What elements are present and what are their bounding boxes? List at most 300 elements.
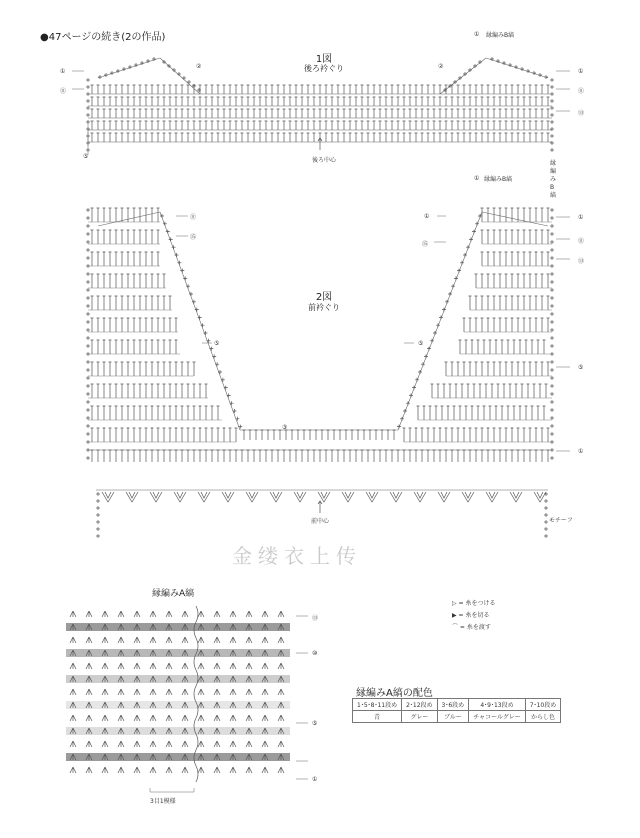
fan-symbol — [198, 767, 204, 773]
stitch-symbol — [169, 384, 172, 398]
stitch-symbol — [499, 97, 502, 106]
stitch-symbol — [169, 428, 172, 442]
chart-line — [98, 212, 160, 226]
stitch-symbol — [373, 121, 376, 130]
stitch-symbol — [193, 384, 196, 398]
motif-fan-symbol — [225, 492, 231, 498]
stitch-symbol — [229, 450, 232, 462]
stitch-symbol — [86, 408, 90, 412]
stitch-symbol — [215, 362, 219, 366]
fan-symbol — [262, 637, 268, 643]
stitch-symbol — [145, 406, 148, 420]
fan-symbol — [230, 767, 236, 773]
motif-fan-symbol — [177, 492, 183, 498]
stitch-symbol — [550, 264, 554, 268]
stitch-symbol — [235, 133, 238, 142]
stitch-symbol — [127, 406, 130, 420]
stitch-symbol — [541, 85, 544, 94]
fan-symbol — [182, 611, 188, 617]
stitch-symbol — [478, 214, 482, 218]
fan-symbol — [102, 715, 108, 721]
stitch-symbol — [409, 97, 412, 106]
stitch-symbol — [289, 109, 292, 118]
stitch-symbol — [86, 288, 90, 292]
stitch-symbol — [417, 406, 420, 420]
stitch-symbol — [121, 450, 124, 462]
stitch-symbol — [451, 450, 454, 462]
stitch-symbol — [550, 280, 554, 284]
stitch-symbol — [535, 450, 538, 462]
stitch-symbol — [319, 85, 322, 94]
stitch-symbol — [361, 133, 364, 142]
stitch-symbol — [544, 499, 548, 503]
stitch-symbol — [481, 230, 484, 244]
stitch-symbol — [163, 406, 166, 420]
stitch-symbol — [97, 208, 100, 222]
fan-symbol — [86, 689, 92, 695]
stitch-symbol — [469, 237, 473, 241]
fig2-marker-top-1: ① — [474, 175, 480, 182]
stitch-symbol — [499, 318, 502, 332]
stitch-symbol — [115, 450, 118, 462]
stitch-symbol — [97, 362, 100, 376]
stitch-symbol — [483, 406, 486, 420]
fan-symbol — [102, 689, 108, 695]
stitch-symbol — [409, 428, 412, 442]
stitch-symbol — [547, 230, 550, 244]
stitch-symbol — [175, 340, 178, 354]
stitch-symbol — [463, 85, 466, 94]
stitch-symbol — [211, 428, 214, 442]
stitch-symbol — [97, 85, 100, 94]
stitch-symbol — [337, 121, 340, 130]
stitch-symbol — [86, 352, 90, 356]
stitch-symbol — [433, 133, 436, 142]
stitch-symbol — [267, 430, 270, 440]
stitch-symbol — [163, 97, 166, 106]
stitch-symbol — [459, 340, 462, 354]
stitch-symbol — [409, 133, 412, 142]
stitch-symbol — [337, 85, 340, 94]
stitch-symbol — [109, 450, 112, 462]
fan-symbol — [214, 663, 220, 669]
motif-fan-symbol — [393, 492, 399, 498]
stitch-symbol — [139, 340, 142, 354]
stitch-symbol — [133, 340, 136, 354]
stitch-symbol — [541, 97, 544, 106]
stitch-symbol — [493, 428, 496, 442]
fan-symbol — [86, 663, 92, 669]
stitch-symbol — [319, 121, 322, 130]
stitch-symbol — [467, 384, 470, 398]
motif-fan-symbol — [465, 492, 471, 498]
side-vertical-label: 縁編みB縞 — [550, 160, 557, 199]
stitch-symbol — [391, 85, 394, 94]
stitch-symbol — [151, 318, 154, 332]
stitch-symbol — [133, 362, 136, 376]
stitch-symbol — [217, 109, 220, 118]
stitch-symbol — [445, 121, 448, 130]
stitch-symbol — [259, 121, 262, 130]
stitch-symbol — [469, 109, 472, 118]
stitch-symbol — [499, 208, 502, 222]
stitch-symbol — [122, 67, 126, 71]
stitch-symbol — [145, 230, 148, 244]
stitch-symbol — [212, 354, 216, 358]
stitch-symbol — [103, 274, 106, 288]
stitch-symbol — [481, 97, 484, 106]
fig2-marker-right-13: ⑬ — [578, 258, 585, 265]
stitch-symbol — [391, 97, 394, 106]
stitch-symbol — [121, 97, 124, 106]
stitch-symbol — [409, 393, 413, 397]
stitch-symbol — [193, 121, 196, 130]
stitch-symbol — [121, 252, 124, 266]
stitch-symbol — [86, 416, 90, 420]
stitch-symbol — [223, 133, 226, 142]
stitch-symbol — [523, 133, 526, 142]
stitch-symbol — [121, 121, 124, 130]
stitch-symbol — [145, 450, 148, 462]
stitch-symbol — [197, 88, 201, 92]
stitch-symbol — [86, 106, 90, 110]
stitch-symbol — [457, 450, 460, 462]
stitch-symbol — [211, 406, 214, 420]
stitch-symbol — [235, 109, 238, 118]
stitch-symbol — [367, 133, 370, 142]
stitch-symbol — [277, 450, 280, 462]
fig2-marker-5b: ⑤ — [418, 340, 424, 347]
stitch-symbol — [406, 401, 410, 405]
stitch-symbol — [223, 450, 226, 462]
stitch-symbol — [351, 430, 354, 440]
figure1-center-label: 後ろ中心 — [311, 157, 336, 164]
stitch-symbol — [116, 69, 120, 73]
stitch-symbol — [507, 406, 510, 420]
stitch-symbol — [511, 121, 514, 130]
color-table-header: 1･5･8･11段め — [353, 699, 402, 711]
stitch-symbol — [224, 386, 228, 390]
stitch-symbol — [103, 428, 106, 442]
stitch-symbol — [97, 97, 100, 106]
stitch-symbol — [361, 121, 364, 130]
stitch-symbol — [265, 97, 268, 106]
stitch-symbol — [550, 432, 554, 436]
fan-symbol — [118, 741, 124, 747]
stitch-symbol — [115, 318, 118, 332]
stitch-symbol — [91, 340, 94, 354]
stitch-symbol — [139, 133, 142, 142]
fan-symbol — [70, 611, 76, 617]
stitch-symbol — [151, 274, 154, 288]
stitch-symbol — [541, 133, 544, 142]
motif-fan-symbol — [198, 492, 210, 502]
edge-a-marker-13: ⑬ — [312, 615, 319, 622]
stitch-symbol — [205, 133, 208, 142]
stitch-symbol — [97, 252, 100, 266]
stitch-symbol — [550, 320, 554, 324]
stitch-symbol — [469, 450, 472, 462]
stitch-symbol — [487, 85, 490, 94]
stitch-symbol — [391, 450, 394, 462]
stitch-symbol — [415, 121, 418, 130]
stitch-symbol — [139, 252, 142, 266]
stitch-symbol — [435, 406, 438, 420]
stitch-symbol — [463, 121, 466, 130]
fig1-marker-right-1: ① — [578, 68, 584, 75]
stitch-symbol — [493, 274, 496, 288]
stitch-symbol — [517, 230, 520, 244]
stitch-symbol — [529, 274, 532, 288]
stitch-symbol — [517, 450, 520, 462]
stitch-symbol — [319, 450, 322, 462]
stitch-symbol — [499, 428, 502, 442]
stitch-symbol — [547, 133, 550, 142]
stitch-symbol — [127, 97, 130, 106]
stitch-symbol — [163, 318, 166, 332]
stitch-symbol — [441, 406, 444, 420]
stitch-symbol — [487, 230, 490, 244]
stitch-symbol — [91, 362, 94, 376]
stitch-symbol — [133, 296, 136, 310]
stitch-symbol — [523, 274, 526, 288]
stitch-symbol — [115, 296, 118, 310]
stitch-symbol — [325, 121, 328, 130]
stitch-symbol — [115, 97, 118, 106]
fig2-marker-5: ⑤ — [214, 340, 220, 347]
fan-symbol — [134, 715, 140, 721]
legend-item: ▶ = 糸を切る — [452, 612, 490, 619]
stitch-symbol — [157, 362, 160, 376]
stitch-symbol — [343, 109, 346, 118]
stitch-symbol — [96, 520, 100, 524]
stitch-symbol — [385, 121, 388, 130]
stitch-symbol — [217, 121, 220, 130]
fig1-marker-top-1: ① — [474, 31, 480, 38]
stitch-symbol — [103, 362, 106, 376]
stitch-symbol — [283, 133, 286, 142]
stitch-symbol — [550, 456, 554, 460]
stitch-symbol — [523, 428, 526, 442]
stitch-symbol — [367, 450, 370, 462]
stitch-symbol — [367, 109, 370, 118]
stitch-symbol — [283, 450, 286, 462]
motif-fan-symbol — [246, 492, 258, 502]
stitch-symbol — [175, 318, 178, 332]
stitch-symbol — [529, 252, 532, 266]
fan-symbol — [262, 767, 268, 773]
fan-symbol — [70, 689, 76, 695]
stitch-symbol — [433, 121, 436, 130]
fig1-marker-left-1: ① — [60, 68, 66, 75]
stitch-symbol — [109, 208, 112, 222]
stitch-symbol — [247, 85, 250, 94]
stitch-symbol — [109, 274, 112, 288]
stitch-symbol — [349, 109, 352, 118]
stitch-symbol — [533, 384, 536, 398]
stitch-symbol — [445, 362, 448, 376]
stitch-symbol — [355, 85, 358, 94]
stitch-symbol — [373, 85, 376, 94]
motif-fan-symbol — [414, 492, 426, 502]
fig2-marker-right-1: ① — [578, 214, 584, 221]
stitch-symbol — [151, 208, 154, 222]
stitch-symbol — [481, 296, 484, 310]
stitch-symbol — [96, 499, 100, 503]
stitch-symbol — [415, 85, 418, 94]
stitch-symbol — [337, 109, 340, 118]
stripe-band — [66, 727, 290, 735]
fan-symbol — [150, 715, 156, 721]
stitch-symbol — [499, 85, 502, 94]
stitch-symbol — [505, 318, 508, 332]
stitch-symbol — [127, 230, 130, 244]
stitch-symbol — [127, 362, 130, 376]
stitch-symbol — [175, 133, 178, 142]
stitch-symbol — [541, 318, 544, 332]
stitch-symbol — [283, 97, 286, 106]
stitch-symbol — [243, 430, 246, 440]
stitch-symbol — [127, 252, 130, 266]
stitch-symbol — [145, 121, 148, 130]
stitch-symbol — [481, 318, 484, 332]
stitch-symbol — [145, 296, 148, 310]
stitch-symbol — [307, 97, 310, 106]
motif-fan-symbol — [174, 492, 186, 502]
stitch-symbol — [333, 430, 336, 440]
stitch-symbol — [271, 85, 274, 94]
motif-fan-symbol — [534, 492, 546, 502]
stitch-symbol — [241, 121, 244, 130]
color-table-header: 4･9･13段め — [469, 699, 526, 711]
stitch-symbol — [511, 97, 514, 106]
fan-symbol — [262, 689, 268, 695]
motif-fan-symbol — [249, 492, 255, 498]
stitch-symbol — [97, 384, 100, 398]
stitch-symbol — [199, 450, 202, 462]
stitch-symbol — [217, 450, 220, 462]
fan-symbol — [86, 767, 92, 773]
stitch-symbol — [355, 133, 358, 142]
stitch-symbol — [145, 252, 148, 266]
stitch-symbol — [517, 109, 520, 118]
stitch-symbol — [421, 428, 424, 442]
fan-symbol — [134, 611, 140, 617]
stitch-symbol — [217, 406, 220, 420]
stitch-symbol — [103, 121, 106, 130]
motif-fan-symbol — [417, 492, 423, 498]
stitch-symbol — [550, 232, 554, 236]
stitch-symbol — [265, 121, 268, 130]
stitch-symbol — [151, 296, 154, 310]
stitch-symbol — [529, 318, 532, 332]
stitch-symbol — [457, 428, 460, 442]
stitch-symbol — [86, 344, 90, 348]
stitch-symbol — [485, 384, 488, 398]
stitch-symbol — [223, 85, 226, 94]
stitch-symbol — [337, 450, 340, 462]
stitch-symbol — [439, 428, 442, 442]
motif-fan-symbol — [129, 492, 135, 498]
stitch-symbol — [103, 252, 106, 266]
stitch-symbol — [96, 506, 100, 510]
stitch-symbol — [133, 97, 136, 106]
stitch-symbol — [481, 274, 484, 288]
stitch-symbol — [229, 109, 232, 118]
fan-symbol — [118, 689, 124, 695]
stitch-symbol — [439, 450, 442, 462]
fig2-marker-3: ③ — [282, 424, 288, 431]
stitch-symbol — [86, 232, 90, 236]
fan-symbol — [118, 715, 124, 721]
stitch-symbol — [541, 428, 544, 442]
stitch-symbol — [86, 440, 90, 444]
stitch-symbol — [103, 296, 106, 310]
fig1-marker-inner-2: ② — [196, 63, 202, 70]
stitch-symbol — [501, 340, 504, 354]
stitch-symbol — [109, 362, 112, 376]
stitch-symbol — [493, 97, 496, 106]
stitch-symbol — [475, 97, 478, 106]
stitch-symbol — [475, 362, 478, 376]
fan-symbol — [246, 611, 252, 617]
stitch-symbol — [157, 208, 160, 222]
color-table-header: 3･6段め — [437, 699, 469, 711]
stitch-symbol — [433, 85, 436, 94]
stitch-symbol — [513, 340, 516, 354]
stitch-symbol — [550, 127, 554, 131]
stitch-symbol — [550, 392, 554, 396]
stitch-symbol — [385, 109, 388, 118]
stitch-symbol — [443, 384, 446, 398]
stitch-symbol — [463, 109, 466, 118]
stitch-symbol — [499, 133, 502, 142]
stitch-symbol — [86, 264, 90, 268]
figure1-title: 1図 — [315, 54, 333, 65]
stitch-symbol — [487, 109, 490, 118]
stitch-symbol — [253, 133, 256, 142]
fan-symbol — [134, 741, 140, 747]
stitch-symbol — [499, 109, 502, 118]
stitch-symbol — [471, 340, 474, 354]
stitch-symbol — [523, 97, 526, 106]
stitch-symbol — [529, 85, 532, 94]
stitch-symbol — [235, 450, 238, 462]
fan-symbol — [150, 689, 156, 695]
stitch-symbol — [121, 428, 124, 442]
stitch-symbol — [103, 450, 106, 462]
stitch-symbol — [343, 85, 346, 94]
stitch-symbol — [157, 406, 160, 420]
stitch-symbol — [487, 274, 490, 288]
stitch-symbol — [157, 85, 160, 94]
stitch-symbol — [469, 296, 472, 310]
stitch-symbol — [430, 339, 434, 343]
stitch-symbol — [511, 296, 514, 310]
stitch-symbol — [511, 208, 514, 222]
stitch-symbol — [307, 133, 310, 142]
stitch-symbol — [529, 97, 532, 106]
stripe-band — [66, 701, 290, 709]
stitch-symbol — [86, 320, 90, 324]
stitch-symbol — [91, 428, 94, 442]
stitch-symbol — [211, 133, 214, 142]
stitch-symbol — [531, 406, 534, 420]
stitch-symbol — [169, 133, 172, 142]
stitch-symbol — [229, 121, 232, 130]
stitch-symbol — [277, 121, 280, 130]
stitch-symbol — [151, 133, 154, 142]
